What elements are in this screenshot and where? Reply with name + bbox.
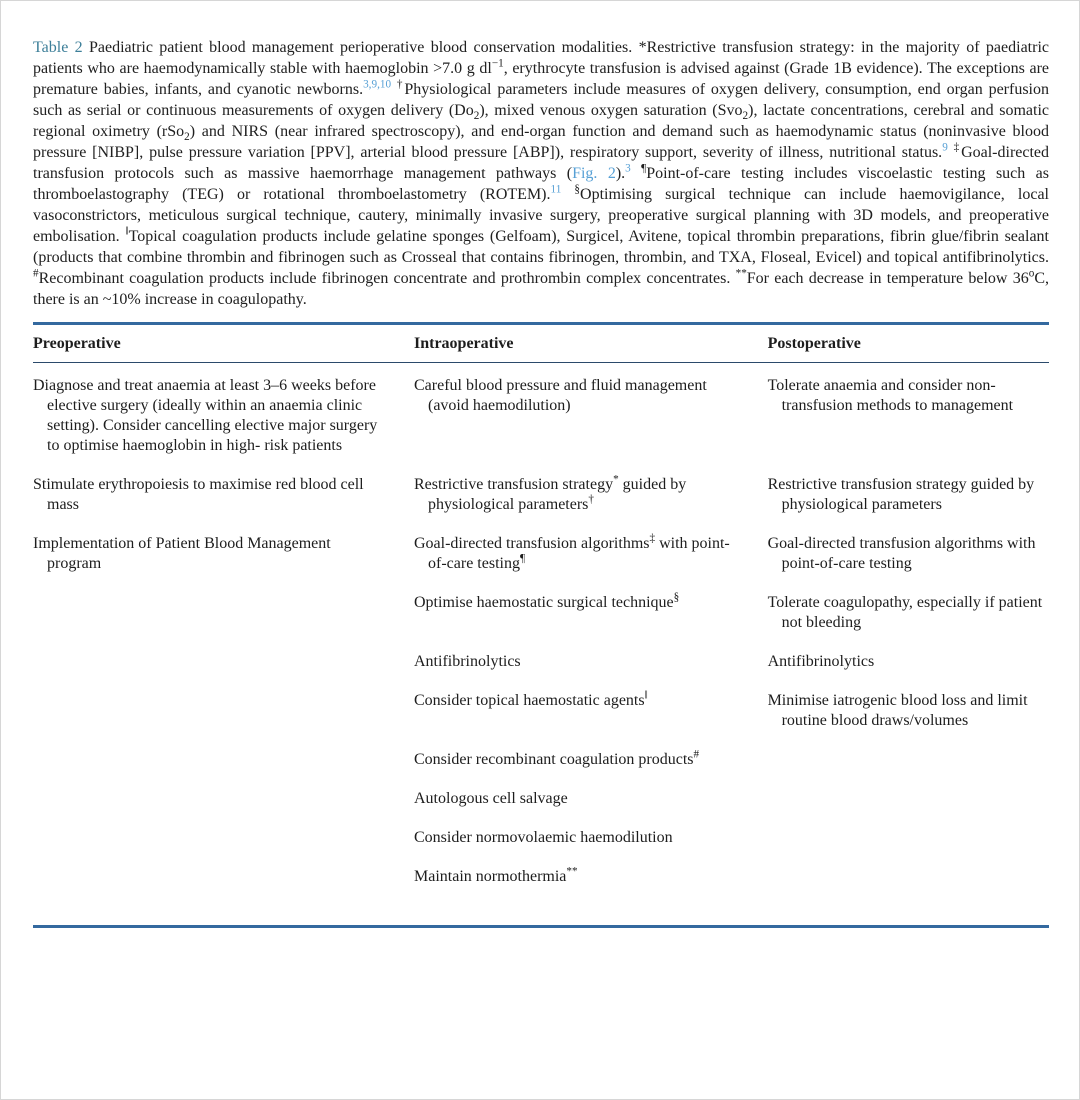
table-row bbox=[33, 828, 1049, 867]
table-2 bbox=[33, 322, 1049, 928]
table-row bbox=[33, 363, 1049, 476]
cell-intraoperative: Consider topical haemostatic agents‖ bbox=[414, 689, 648, 709]
table-label: Table 2 bbox=[33, 39, 83, 56]
table-row bbox=[33, 750, 1049, 789]
cell-preoperative: Implementation of Patient Blood Management program bbox=[33, 535, 331, 572]
table-row bbox=[33, 652, 1049, 691]
table-row bbox=[33, 789, 1049, 828]
citation-link[interactable]: 3,9,10 bbox=[363, 78, 392, 91]
cell-preoperative bbox=[33, 867, 414, 927]
table-row bbox=[33, 593, 1049, 652]
cell-intraoperative: Careful blood pressure and fluid management (avoid haemodilution) bbox=[414, 377, 707, 414]
citation-link[interactable]: 11 bbox=[550, 183, 562, 196]
cell-postoperative: Restrictive transfusion strategy guided by physiological parameters bbox=[767, 476, 1035, 513]
col-header-preoperative: Preoperative bbox=[33, 324, 414, 363]
col-header-postoperative: Postoperative bbox=[768, 324, 1049, 363]
cell-preoperative bbox=[33, 750, 414, 789]
table-row bbox=[33, 475, 1049, 534]
cell-intraoperative: Maintain normothermia** bbox=[414, 865, 578, 885]
table-header-row bbox=[33, 324, 1049, 363]
cell-intraoperative: Antifibrinolytics bbox=[414, 653, 521, 670]
table-row bbox=[33, 691, 1049, 750]
table-row bbox=[33, 867, 1049, 927]
cell-preoperative: Diagnose and treat anaemia at least 3–6 weeks before elective surgery (ideally within an anaemia clinic setting). Consider cancelling elective major surgery to optimise haemoglobin in high- risk patients bbox=[33, 377, 378, 454]
cell-postoperative bbox=[768, 789, 1049, 828]
cell-intraoperative: Restrictive transfusion strategy* guided by physiological parameters† bbox=[414, 473, 687, 513]
cell-preoperative bbox=[33, 828, 414, 867]
table-caption: Table 2 Paediatric patient blood management perioperative blood conservation modalities. *Restrictive transfusion strategy: in the majority of paediatric patients who are haemodynamically stable with haemoglobin >7.0 g $dl^{-1}$, erythrocyte transfusion is advised against (Grade 1B evidence). The exceptions are premature babies, infants, and cyanotic newborns.$^{3,9,10}$ †Physiological parameters include measures of oxygen delivery, consumption, end organ perfusion such as serial or continuous measurements of oxygen delivery $(Do_2)$, mixed venous oxygen saturation (Svo$_2$), lactate concentrations, cerebral and somatic regional oximetry (rSo$_2$) and NIRS (near infrared spectroscopy), and end-organ function and demand such as haemodynamic status (noninvasive blood pressure [NIBP], pulse pressure variation [PPV], arterial blood pressure [ABP]), respiratory support, severity of illness, nutritional status.$^9$ ‡Goal-directed transfusion protocols such as massive haemorrhage management pathways (Fig. 2).$^3$ ¶Point-of-care testing includes viscoelastic testing such as thromboelastography (TEG) or rotational thromboelastometry (ROTEM).$^{11}$ §Optimising surgical technique can include haemovigilance, local vasoconstrictors, meticulous surgical technique, cautery, minimally invasive surgery, preoperative surgical planning with 3D models, and preoperative embolisation. ‖Topical coagulation products include gelatine sponges (Gelfoam), Surgicel, Avitene, topical thrombin preparations, fibrin glue/fibrin sealant (products that combine thrombin and fibrinogen such as Crosseal that contains fibrinogen, thrombin, and TXA, Floseal, Evicel) and topical antifibrinolytics. #Recombinant coagulation products include fibrinogen concentrate and prothrombin complex concentrates. **For each decrease in temperature below 36$^o$C, there is an ~10% increase in coagulopathy. bbox=[33, 39, 1050, 308]
table-row bbox=[33, 534, 1049, 593]
cell-postoperative: Goal-directed transfusion algorithms with point-of-care testing bbox=[767, 535, 1036, 572]
cell-intraoperative: Consider recombinant coagulation products# bbox=[414, 748, 700, 768]
cell-intraoperative: Autologous cell salvage bbox=[414, 790, 568, 807]
cell-postoperative bbox=[768, 828, 1049, 867]
cell-preoperative bbox=[33, 691, 414, 750]
figure-link[interactable]: Fig. 2 bbox=[572, 165, 616, 182]
cell-postoperative bbox=[768, 750, 1049, 789]
cell-intraoperative: Optimise haemostatic surgical technique§ bbox=[414, 591, 680, 611]
cell-postoperative: Antifibrinolytics bbox=[767, 653, 875, 670]
citation-link[interactable]: 3 bbox=[625, 162, 631, 175]
cell-intraoperative: Goal-directed transfusion algorithms‡ with point-of-care testing¶ bbox=[414, 532, 730, 572]
cell-postoperative bbox=[768, 867, 1049, 927]
cell-postoperative: Minimise iatrogenic blood loss and limit routine blood draws/volumes bbox=[767, 692, 1028, 729]
cell-preoperative: Stimulate erythropoiesis to maximise red blood cell mass bbox=[33, 476, 364, 513]
citation-link[interactable]: 9 bbox=[942, 141, 948, 154]
cell-postoperative: Tolerate coagulopathy, especially if patient not bleeding bbox=[767, 594, 1043, 631]
cell-preoperative bbox=[33, 789, 414, 828]
col-header-intraoperative: Intraoperative bbox=[414, 324, 768, 363]
cell-preoperative bbox=[33, 652, 414, 691]
cell-intraoperative: Consider normovolaemic haemodilution bbox=[414, 829, 673, 846]
cell-preoperative bbox=[33, 593, 414, 652]
cell-postoperative: Tolerate anaemia and consider non-transfusion methods to management bbox=[767, 377, 1014, 414]
